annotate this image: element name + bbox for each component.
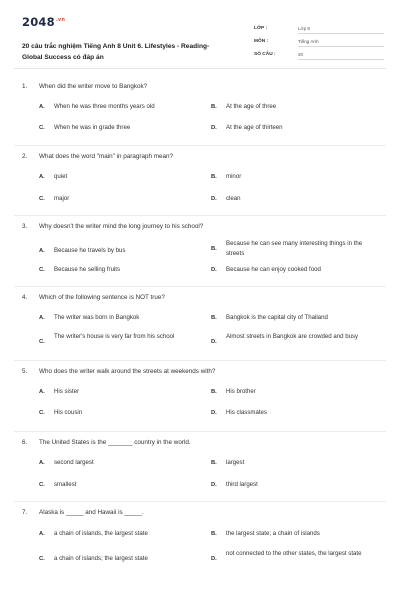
meta-row-count [254, 52, 384, 65]
option-label: D. [211, 482, 217, 488]
option-label: D. [211, 267, 217, 273]
option-label: C. [39, 125, 45, 131]
option-label: A. [39, 531, 45, 537]
option-label: D. [211, 410, 217, 416]
option-row [14, 265, 386, 286]
question-number: 6. [22, 439, 28, 446]
option-label: C. [39, 410, 45, 416]
option-label: C. [39, 267, 45, 273]
option-text: Because he selling fruits [54, 266, 121, 273]
question-text: Why doesn't the writer mind the long journey to his school? [39, 223, 204, 230]
option-text: His sister [54, 388, 80, 395]
question-head [14, 287, 386, 307]
option-label: B. [211, 460, 217, 466]
option-label: B. [211, 315, 217, 321]
option-text: third largest [226, 481, 258, 488]
site-logo[interactable] [22, 15, 65, 29]
option-text: not connected to the other states, the largest state [226, 550, 362, 557]
option-text: second largest [54, 459, 94, 466]
meta-key: SỐ CÂU : [254, 52, 276, 57]
question-6 [14, 432, 386, 502]
document-title: 20 câu trắc nghiệm Tiếng Anh 8 Unit 6. Lifestyles - Reading- Global Success có đáp án [22, 43, 210, 61]
option-text: quiet [54, 173, 68, 180]
option-label: D. [211, 196, 217, 202]
option-text: The writer's house is very far from his school [54, 333, 175, 340]
meta-value: Lớp 8 [298, 26, 384, 34]
option-row [14, 313, 386, 332]
logo-text: 2048 [22, 15, 55, 29]
option-label: D. [211, 339, 217, 345]
question-list [14, 76, 386, 575]
option-label: A. [39, 460, 45, 466]
option-text: smallest [54, 481, 77, 488]
option-text: the largest state; a chain of islands [226, 530, 320, 537]
option-label: A. [39, 174, 45, 180]
option-row [14, 194, 386, 215]
question-head [14, 76, 386, 96]
question-number: 1. [22, 83, 28, 90]
option-label: C. [39, 196, 45, 202]
option-text: The writer was born in Bangkok [54, 314, 140, 321]
option-text: Almost streets in Bangkok are crowded and busy [226, 333, 359, 340]
question-3 [14, 216, 386, 287]
option-label: B. [211, 389, 217, 395]
meta-row-subject [254, 39, 384, 52]
option-text: His classmates [226, 409, 267, 416]
option-text: minor [226, 173, 242, 180]
option-row [14, 172, 386, 194]
option-text: At the age of thirteen [226, 124, 283, 131]
question-text: Who does the writer walk around the streets at weekends with? [39, 368, 216, 375]
meta-key: LỚP : [254, 26, 268, 31]
option-text: major [54, 195, 70, 202]
question-text: What does the word "main" in paragraph mean? [39, 153, 173, 160]
option-label: B. [211, 104, 217, 110]
option-label: D. [211, 125, 217, 131]
question-head [14, 361, 386, 381]
question-5 [14, 361, 386, 432]
question-7 [14, 502, 386, 575]
option-text: a chain of islands, the largest state [54, 530, 148, 537]
option-label: C. [39, 556, 45, 562]
question-4 [14, 287, 386, 361]
option-label: A. [39, 389, 45, 395]
option-label: B. [211, 531, 217, 537]
option-label: B. [211, 174, 217, 180]
meta-value: 20 [298, 52, 384, 60]
option-text: largest [226, 459, 245, 466]
question-number: 3. [22, 223, 28, 230]
header-divider [14, 68, 386, 69]
document-header [14, 10, 388, 62]
question-head [14, 502, 386, 522]
question-number: 4. [22, 294, 28, 301]
question-head [14, 146, 386, 166]
question-text: Alaska is _____ and Hawaii is _____. [39, 509, 144, 516]
option-row [14, 102, 386, 123]
question-number: 5. [22, 368, 28, 375]
document-meta [254, 26, 384, 65]
option-label: A. [39, 104, 45, 110]
logo-suffix: .vn [55, 17, 66, 24]
option-text: At the age of three [226, 103, 277, 110]
question-1 [14, 76, 386, 146]
option-label: C. [39, 482, 45, 488]
option-label: A. [39, 315, 45, 321]
question-text: When did the writer move to Bangkok? [39, 83, 148, 90]
option-text: When he was in grade three [54, 124, 131, 131]
option-label: C. [39, 339, 45, 345]
option-text: When he was three months years old [54, 103, 155, 110]
option-text: clean [226, 195, 241, 202]
option-text: His brother [226, 388, 256, 395]
option-text: Because he can enjoy cooked food [226, 266, 321, 273]
option-label: B. [211, 246, 217, 252]
option-row [14, 549, 386, 575]
option-text: His cousin [54, 409, 83, 416]
meta-value: Tiếng Anh [298, 39, 384, 47]
meta-row-class [254, 26, 384, 39]
option-row [14, 123, 386, 145]
option-text: Because he travels by bus [54, 247, 126, 254]
option-row [14, 239, 386, 265]
option-row [14, 408, 386, 431]
question-head [14, 216, 386, 236]
option-text: Because he can see many interesting things in the streets [226, 240, 363, 257]
question-number: 2. [22, 153, 28, 160]
question-text: The United States is the _______ country in the world. [39, 439, 191, 446]
option-text: Bangkok is the capital city of Thailand [226, 314, 328, 321]
option-row [14, 529, 386, 549]
option-label: D. [211, 556, 217, 562]
option-label: A. [39, 248, 45, 254]
option-row [14, 458, 386, 480]
option-text: a chain of islands; the largest state [54, 555, 148, 562]
option-row [14, 480, 386, 501]
meta-key: MÔN : [254, 39, 269, 44]
option-row [14, 387, 386, 408]
question-text: Which of the following sentence is NOT true? [39, 294, 165, 301]
question-2 [14, 146, 386, 216]
option-row [14, 332, 386, 360]
question-head [14, 432, 386, 452]
question-number: 7. [22, 509, 28, 516]
